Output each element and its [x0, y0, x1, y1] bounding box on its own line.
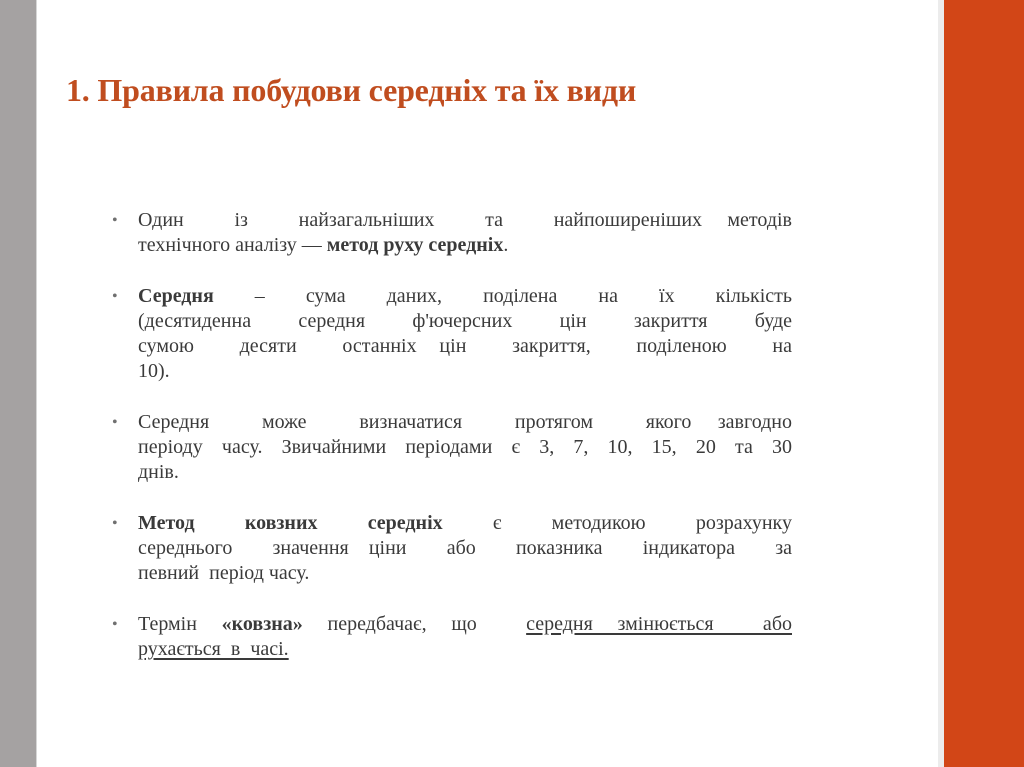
bullet-text: – сума даних, поділена на їх кількість [213, 285, 792, 307]
left-sidebar-bar [0, 0, 36, 767]
bullet-item [112, 410, 792, 485]
bullet-line [138, 460, 792, 485]
bullet-text: (десятиденна середня ф'ючерсних цін закриття буде [138, 310, 792, 332]
bullet-bold-text: «ковзна» [221, 613, 303, 635]
bullet-bold-text: Метод ковзних середніх [138, 512, 443, 534]
bullet-text: технічного аналізу — [138, 234, 327, 256]
bullet-text: 10). [138, 360, 170, 382]
bullet-line [138, 561, 792, 586]
bullet-dot-icon: • [112, 616, 118, 633]
bullet-line [138, 208, 792, 233]
bullet-text: передбачає, що [302, 613, 527, 635]
bullet-text: середнього значення ціни або показника індикатора за [138, 537, 792, 559]
bullet-line [138, 334, 792, 359]
bullet-item [112, 511, 792, 586]
bullet-item [112, 284, 792, 384]
bullet-line [138, 359, 792, 384]
bullet-list [112, 208, 792, 688]
bullet-dot-icon: • [112, 515, 118, 532]
bullet-text: періоду часу. Звичайними періодами є 3, 7, 10, 15, 20 та 30 [138, 436, 792, 458]
bullet-text: . [503, 234, 509, 256]
bullet-text: сумою десяти останніх цін закриття, поділеною на [138, 335, 792, 357]
bullet-underlined-text: рухається в часі. [138, 638, 289, 660]
bullet-item [112, 612, 792, 662]
bullet-text: Термін [138, 613, 222, 635]
bullet-line [138, 536, 792, 561]
bullet-dot-icon: • [112, 414, 118, 431]
bullet-line [138, 637, 792, 662]
bullet-item [112, 208, 792, 258]
bullet-line [138, 309, 792, 334]
bullet-line [138, 511, 792, 536]
bullet-dot-icon: • [112, 212, 118, 229]
bullet-underlined-text: середня змінюється або [526, 613, 792, 635]
bullet-dot-icon: • [112, 288, 118, 305]
bullet-line [138, 435, 792, 460]
bullet-text: днів. [138, 461, 179, 483]
bullet-bold-text: Середня [138, 285, 214, 307]
bullet-text: певний період часу. [138, 562, 310, 584]
page-edge-line [36, 0, 37, 767]
bullet-line [138, 410, 792, 435]
bullet-text: є методикою розрахунку [442, 512, 792, 534]
bullet-bold-text: метод руху середніх [326, 234, 504, 256]
bullet-text: Середня може визначатися протягом якого завгодно [138, 411, 792, 433]
bullet-text: Один із найзагальніших та найпоширеніших методів [138, 209, 792, 231]
bullet-line [138, 233, 792, 258]
slide-title: 1. Правила побудови середніх та їх види [66, 72, 637, 108]
bullet-line [138, 284, 792, 309]
right-accent-bar [944, 0, 1024, 767]
bullet-line [138, 612, 792, 637]
